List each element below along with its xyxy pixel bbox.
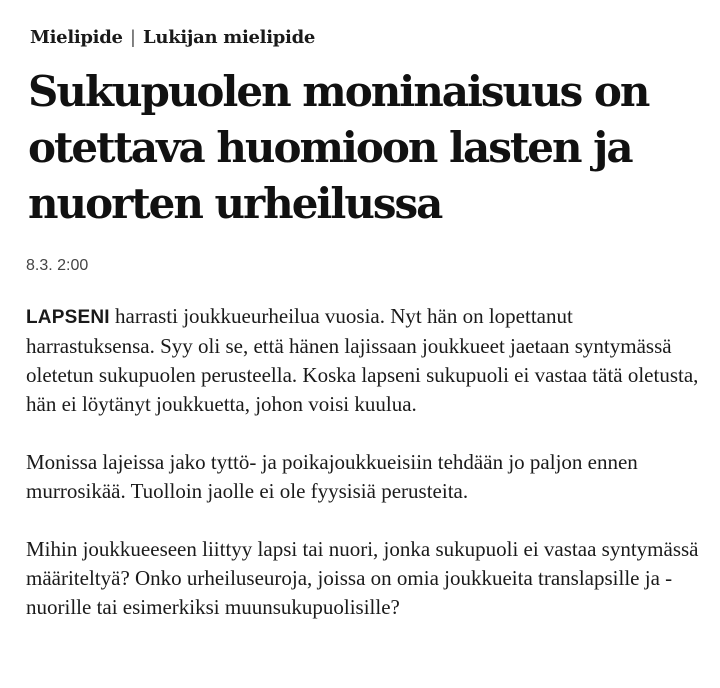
lead-word: LAPSENI	[26, 307, 110, 328]
paragraph-1-text: harrasti joukkueurheilua vuosia. Nyt hän on lopettanut harrastuksensa. Syy oli se, että hänen lajissaan joukkueet jaetaan syntymässä oletetun sukupuolen perusteella. Koska lapseni sukupuoli ei vastaa tätä oletusta, hän ei löytänyt joukkuetta, johon voisi kuulua.	[26, 304, 699, 416]
article-title: Sukupuolen moninaisuus on otettava huomioon lasten ja nuorten urheilussa	[28, 67, 649, 228]
article-paragraph-2: Monissa lajeissa jako tyttö- ja poikajoukkueisiin tehdään jo paljon ennen murrosikää. Tuolloin jaolle ei ole fyysisiä perusteita.	[26, 450, 638, 503]
article-paragraph-1	[26, 302, 701, 419]
breadcrumb	[26, 24, 706, 50]
publish-timestamp: 8.3. 2:00	[26, 257, 89, 274]
article-paragraph-3: Mihin joukkueeseen liittyy lapsi tai nuori, jonka sukupuoli ei vastaa syntymässä määriteltyä? Onko urheiluseuroja, joissa on omia joukkueita translapsille ja -nuorille tai esimerkiksi muunsukupuolisille?	[26, 537, 699, 619]
breadcrumb-subsection-link[interactable]: Lukijan mielipide	[143, 27, 316, 48]
breadcrumb-section-link[interactable]: Mielipide	[30, 27, 123, 48]
breadcrumb-separator: |	[130, 27, 136, 47]
article	[26, 0, 706, 622]
